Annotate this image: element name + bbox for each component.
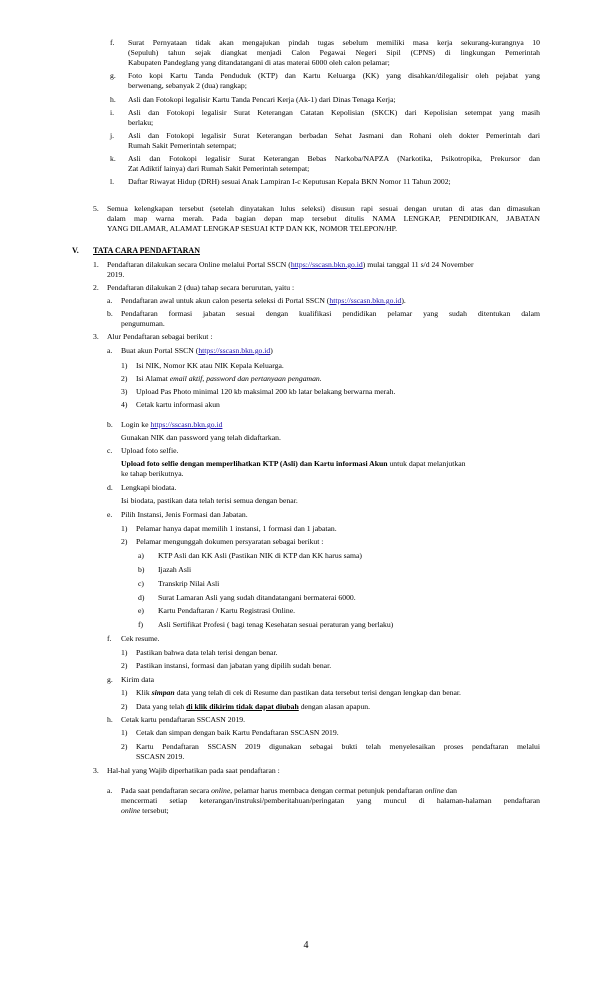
list-marker: e. (107, 510, 113, 519)
list-marker: l. (110, 177, 115, 186)
list-marker: b) (138, 565, 145, 574)
list-marker: 1) (121, 688, 128, 697)
step-3f-text: Cek resume. (121, 634, 160, 643)
step-3a-item: Isi NIK, Nomor KK atau NIK Kepala Keluarga. (136, 361, 284, 370)
step-3e-text: Pilih Instansi, Jenis Formasi dan Jabatan. (121, 510, 248, 519)
step-2a-pre: Pendaftaran awal untuk akun calon peserta seleksi di Portal SSCN ( (121, 296, 330, 305)
list-marker: 3) (121, 387, 128, 396)
step-3g-item-pre: Klik (136, 688, 152, 697)
list-item-i-line2: berlaku; (128, 118, 154, 127)
step-4a-em: online (424, 786, 444, 795)
step-3d-text: Lengkapi biodata. (121, 483, 177, 492)
list-marker: 2) (121, 537, 128, 546)
required-document: Ijazah Asli (158, 565, 192, 574)
required-document: Asli Sertifikat Profesi ( bagi tenag Kesehatan sesuai peraturan yang berlaku) (158, 620, 394, 629)
required-document: KTP Asli dan KK Asli (Pastikan NIK di KTP dan KK harus sama) (158, 551, 362, 560)
step-2b-line1: Pendaftaran formasi jabatan sesuai dengan kualifikasi pendidikan pelamar yang sudah ditentukan dalam (121, 309, 540, 318)
step-3h-item-line2: SSCASN 2019. (136, 752, 185, 761)
list-marker: 3. (93, 332, 99, 341)
step-1-text-after: ) mulai tanggal 11 s/d 24 November (362, 260, 474, 269)
list-item-f-line2: (Sepuluh) tahun sejak diangkat menjadi Calon Pegawai Negeri Sipil (CPNS) di lingkungan Pemerintah (128, 48, 540, 57)
step-3g-text: Kirim data (121, 675, 155, 684)
step-3a-text (121, 346, 273, 356)
step-2a-text (121, 296, 406, 306)
list-item-k-line2: Zat Adiktif lainya) dari Rumah Sakit Pemerintah setempat; (128, 164, 310, 173)
list-item-i-line1: Asli dan Fotokopi legalisir Surat Keterangan Catatan Kepolisian (SKCK) dari Kepolisian setempat yang masih (128, 108, 540, 117)
step-3a-post: ) (270, 346, 273, 355)
step-4a-text: tersebut; (140, 806, 169, 815)
step-3a-pre: Buat akun Portal SSCN ( (121, 346, 199, 355)
step-4a-text: Pada saat pendaftaran secara (121, 786, 212, 795)
step-3g-item-strong: di klik dikirim tidak dapat diubah (186, 702, 299, 711)
step-4a-line3 (121, 806, 169, 816)
item-5-line3: YANG DILAMAR, ALAMAT LENGKAP SESUAI KTP DAN KK, NOMOR TELEPON/HP. (107, 224, 397, 233)
list-marker: a. (107, 786, 113, 795)
step-3b-text (121, 420, 222, 430)
list-marker: 1) (121, 648, 128, 657)
list-marker: f) (138, 620, 144, 629)
step-3c-rest: untuk dapat melanjutkan (387, 459, 466, 468)
list-marker: 1) (121, 361, 128, 370)
step-3g-item-post: data yang telah di cek di Resume dan pastikan data tersebut terisi dengan lengkap dan benar. (174, 688, 461, 697)
list-marker: j. (110, 131, 115, 140)
sscasn-link[interactable]: https://sscasn.bkn.go.id (198, 346, 271, 355)
list-marker: 1) (121, 524, 128, 533)
step-1-line1 (107, 260, 474, 270)
step-3h-item: Cetak dan simpan dengan baik Kartu Pendaftaran SSCASN 2019. (136, 728, 339, 737)
list-item-g-line2: berwenang, sebanyak 2 (dua) rangkap; (128, 81, 247, 90)
list-marker: b. (107, 309, 113, 318)
list-marker: a. (107, 346, 113, 355)
step-3a-item-pre: Isi Alamat (136, 374, 170, 383)
step-3g-item-pre: Data yang telah (136, 702, 187, 711)
list-marker: g. (110, 71, 116, 80)
list-marker: g. (107, 675, 113, 684)
page-number: 4 (303, 940, 309, 951)
step-3c-line3: ke tahap berikutnya. (121, 469, 184, 478)
step-3h-text: Cetak kartu pendaftaran SSCASN 2019. (121, 715, 246, 724)
list-item-f-line1: Surat Pernyataan tidak akan mengajukan pindah tugas sebelum memiliki masa kerja sekurang-kurangnya 10 (128, 38, 540, 47)
sscasn-link[interactable]: https://sscasn.bkn.go.id (329, 296, 402, 305)
step-3f-item: Pastikan bahwa data telah terisi dengan benar. (136, 648, 278, 657)
list-marker: 2) (121, 742, 128, 751)
list-marker: a. (107, 296, 113, 305)
step-4-text: Hal-hal yang Wajib diperhatikan pada saat pendaftaran : (107, 766, 280, 775)
list-marker: b. (107, 420, 113, 429)
step-4a-line2: mencermati setiap keterangan/instruksi/pemberitahuan/peringatan yang muncul di halaman-halaman pendaftaran (121, 796, 540, 805)
step-3c-text: Upload foto selfie. (121, 446, 179, 455)
list-marker: 2. (93, 283, 99, 292)
step-3b-pre: Login ke (121, 420, 151, 429)
step-3h-item: Kartu Pendaftaran SSCASN 2019 digunakan sebagai bukti telah menyelesaikan proses pendaftaran melalui (136, 742, 540, 751)
section-title: TATA CARA PENDAFTARAN (93, 246, 200, 255)
step-3f-item: Pastikan instansi, formasi dan jabatan yang dipilih sudah benar. (136, 661, 332, 670)
step-4a-line1 (121, 786, 457, 796)
list-marker: k. (110, 154, 116, 163)
step-3g-item (136, 688, 461, 698)
step-2a-post: ). (401, 296, 406, 305)
list-marker: h. (110, 95, 116, 104)
step-3g-item-em: simpan (151, 688, 175, 697)
step-3g-item-post: dengan alasan apapun. (298, 702, 371, 711)
list-marker: 1. (93, 260, 99, 269)
step-4a-em: online (121, 806, 141, 815)
step-3d-sub: Isi biodata, pastikan data telah terisi semua dengan benar. (121, 496, 298, 505)
required-document: Transkrip Nilai Asli (158, 579, 220, 588)
list-marker: c. (107, 446, 113, 455)
list-marker: f. (110, 38, 115, 47)
required-document: Kartu Pendaftaran / Kartu Registrasi Online. (158, 606, 296, 615)
step-4a-text: , pelamar harus membaca dengan cermat petunjuk pendaftaran (230, 786, 425, 795)
item-5-line1: Semua kelengkapan tersebut (setelah dinyatakan lulus seleksi) disusun rapi sesuai dengan urutan di atas dan dimasukan (107, 204, 540, 213)
step-4a-text: dan (443, 786, 457, 795)
step-3e-item: Pelamar hanya dapat memilih 1 instansi, 1 formasi dan 1 jabatan. (136, 524, 337, 533)
sscasn-link[interactable]: https://sscasn.bkn.go.id (150, 420, 223, 429)
list-marker: 2) (121, 661, 128, 670)
sscasn-link[interactable]: https://sscasn.bkn.go.id (290, 260, 363, 269)
step-3a-item: Upload Pas Photo minimal 120 kb maksimal 200 kb latar belakang berwarna merah. (136, 387, 396, 396)
step-1-text: Pendaftaran dilakukan secara Online melalui Portal SSCN ( (107, 260, 291, 269)
list-item-k-line1: Asli dan Fotokopi legalisir Surat Keterangan Bebas Narkoba/NAPZA (Narkotika, Psikotropika, Prekursor dan (128, 154, 540, 163)
step-1-line2: 2019. (107, 270, 125, 279)
list-item-l-line1: Daftar Riwayat Hidup (DRH) sesuai Anak Lampiran I-c Keputusan Kepala BKN Nomor 11 Tahun 2002; (128, 177, 451, 186)
step-3a-item: Cetak kartu informasi akun (136, 400, 220, 409)
list-marker: a) (138, 551, 144, 560)
list-marker: 5. (93, 204, 99, 213)
list-item-f-line3: Kabupaten Pandeglang yang ditandatangani di atas materai 6000 oleh calon pelamar; (128, 58, 390, 67)
list-marker: 2) (121, 374, 128, 383)
section-number: V. (72, 246, 79, 255)
list-item-j-line2: Rumah Sakit Pemerintah setempat; (128, 141, 237, 150)
list-marker: f. (107, 634, 112, 643)
step-3a-item (136, 374, 322, 384)
list-item-j-line1: Asli dan Fotokopi legalisir Surat Keterangan berbadan Sehat Jasmani dan Rohani oleh dokter Pemerintah dari (128, 131, 540, 140)
list-marker: c) (138, 579, 144, 588)
step-2-text: Pendaftaran dilakukan 2 (dua) tahap secara berurutan, yaitu : (107, 283, 295, 292)
list-marker: 4) (121, 400, 128, 409)
list-item-h-line1: Asli dan Fotokopi legalisir Kartu Tanda Pencari Kerja (Ak-1) dari Dinas Tenaga Kerja; (128, 95, 396, 104)
step-2b-line2: pengumuman. (121, 319, 165, 328)
list-marker: 2) (121, 702, 128, 711)
required-document: Surat Lamaran Asli yang sudah ditandatangani bermaterai 6000. (158, 593, 356, 602)
list-marker: e) (138, 606, 144, 615)
step-4a-em: online (211, 786, 231, 795)
list-marker: h. (107, 715, 113, 724)
list-marker: d. (107, 483, 113, 492)
list-marker: d) (138, 593, 145, 602)
list-marker: 1) (121, 728, 128, 737)
step-3e-item: Pelamar mengunggah dokumen persyaratan sebagai berikut : (136, 537, 324, 546)
step-3a-item-em: email aktif, password dan pertanyaan pengaman. (169, 374, 322, 383)
item-5-line2: dalam map warna merah. Pada bagian depan map tersebut ditulis NAMA LENGKAP, PENDIDIKAN, JABATAN (107, 214, 540, 223)
step-3b-sub: Gunakan NIK dan password yang telah didaftarkan. (121, 433, 281, 442)
step-3-text: Alur Pendaftaran sebagai berikut : (107, 332, 213, 341)
list-item-g-line1: Foto kopi Kartu Tanda Penduduk (KTP) dan Kartu Keluarga (KK) yang disahkan/dilegalisir oleh pejabat yang (128, 71, 540, 80)
step-3c-line2 (121, 459, 465, 469)
list-marker: 3. (93, 766, 99, 775)
list-marker: i. (110, 108, 115, 117)
step-3g-item (136, 702, 370, 712)
step-3c-bold: Upload foto selfie dengan memperlihatkan KTP (Asli) dan Kartu informasi Akun (121, 459, 388, 468)
